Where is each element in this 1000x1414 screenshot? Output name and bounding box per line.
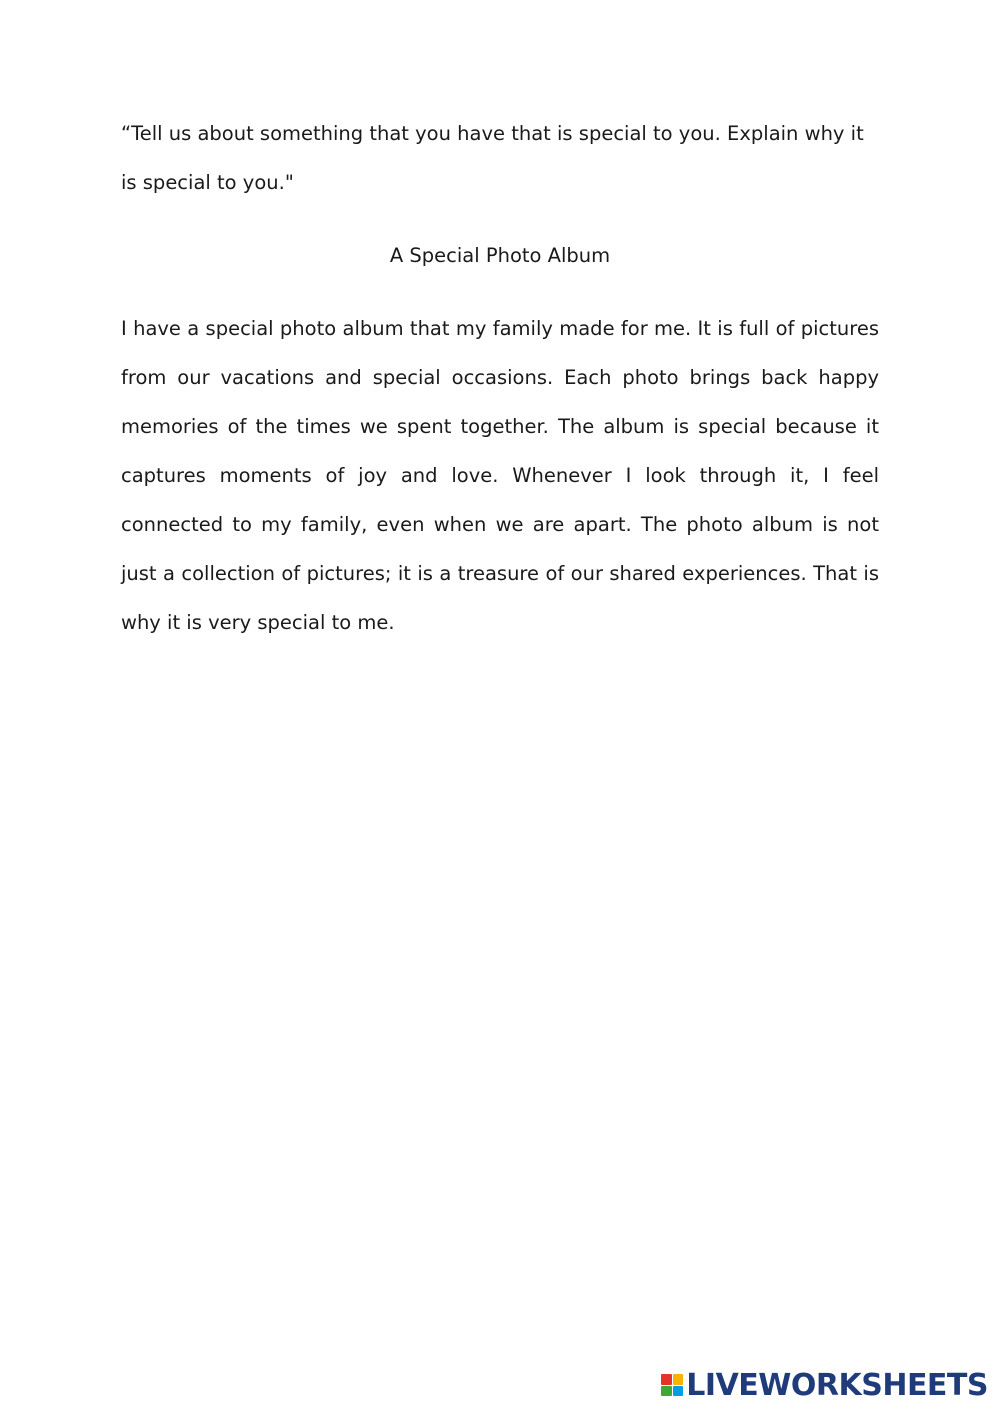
logo-tile-green (661, 1386, 672, 1397)
logo-tile-red (661, 1374, 672, 1385)
liveworksheets-logo-icon (661, 1374, 683, 1396)
logo-tile-blue (673, 1386, 684, 1397)
logo-tile-yellow (673, 1374, 684, 1385)
essay-title: A Special Photo Album (389, 244, 611, 267)
liveworksheets-logo (661, 1368, 988, 1402)
logo-text: LIVEWORKSHEETS (686, 1367, 988, 1403)
writing-prompt: “Tell us about something that you have that is special to you. Explain why it is special to you." (121, 122, 864, 194)
essay-body: I have a special photo album that my family made for me. It is full of pictures from our vacations and special occasions. Each photo brings back happy memories of the times we spent together. The album is special because it captures moments of joy and love. Whenever I look through it, I feel connected to my family, even when we are apart. The photo album is not just a collection of pictures; it is a treasure of our shared experiences. That is why it is very special to me. (121, 317, 879, 634)
